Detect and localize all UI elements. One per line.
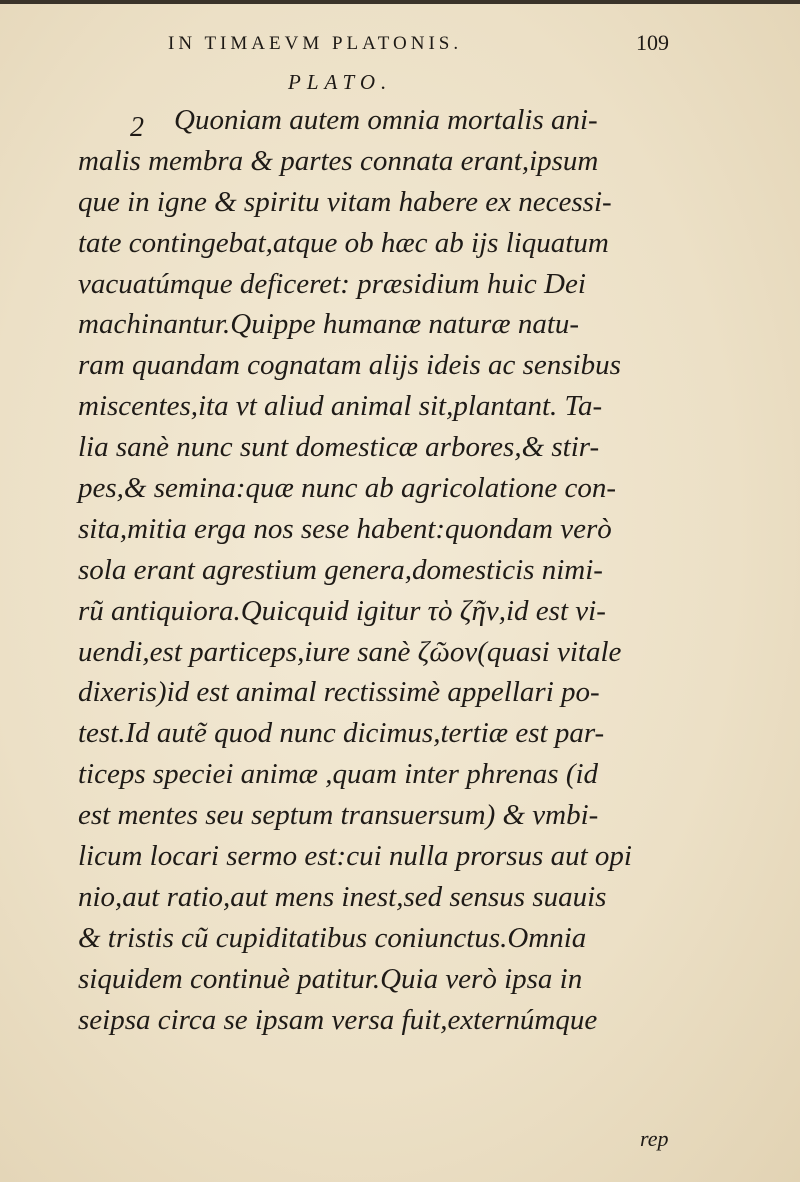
text-line: lia sanè nunc sunt domesticæ arbores,& stir-: [78, 431, 600, 464]
catchword: rep: [640, 1126, 669, 1151]
text-line: test.Id autẽ quod nunc dicimus,tertiæ est par-: [78, 717, 605, 750]
text-line: est mentes seu septum transuersum) & vmbi-: [78, 799, 599, 832]
body-text: [78, 100, 676, 1040]
text-line: nio,aut ratio,aut mens inest,sed sensus suauis: [78, 880, 607, 913]
text-line: sita,mitia erga nos sese habent:quondam verò: [78, 512, 612, 545]
speaker-heading: PLATO.: [288, 70, 393, 94]
text-line: tate contingebat,atque ob hæc ab ijs liquatum: [78, 226, 609, 259]
page-top-edge: [0, 0, 800, 4]
text-line: seipsa circa se ipsam versa fuit,externúmque: [78, 1003, 598, 1036]
text-line: que in igne & spiritu vitam habere ex necessi-: [78, 185, 612, 218]
text-line: ticeps speciei animæ ,quam inter phrenas (id: [78, 758, 599, 791]
text-line: rũ antiquiora.Quicquid igitur τὸ ζῆν,id est vi-: [78, 594, 606, 627]
text-line: pes,& semina:quæ nunc ab agricolatione con-: [78, 472, 617, 505]
text-line: & tristis cũ cupiditatibus coniunctus.Omnia: [78, 921, 587, 954]
text-line: Quoniam autem omnia mortalis ani-: [174, 104, 598, 136]
text-line: ram quandam cognatam alijs ideis ac sensibus: [78, 349, 621, 382]
text-line: vacuatúmque deficeret: præsidium huic Dei: [78, 267, 586, 300]
text-line: uendi,est particeps,iure sanè ζῶον(quasi vitale: [78, 635, 622, 668]
text-line: miscentes,ita vt aliud animal sit,plantant. Ta-: [78, 390, 603, 423]
text-line: malis membra & partes connata erant,ipsum: [78, 144, 599, 177]
text-line: machinantur.Quippe humanæ naturæ natu-: [78, 308, 580, 341]
paragraph-number: 2: [130, 112, 144, 143]
page-number: 109: [636, 30, 669, 55]
running-head: IN TIMAEVM PLATONIS.: [168, 33, 463, 54]
text-line: sola erant agrestium genera,domesticis nimi-: [78, 553, 603, 586]
text-line: licum locari sermo est:cui nulla prorsus aut opi: [78, 840, 632, 873]
text-line: dixeris)id est animal rectissimè appellari po-: [78, 676, 600, 709]
text-line: siquidem continuè patitur.Quia verò ipsa in: [78, 962, 583, 995]
